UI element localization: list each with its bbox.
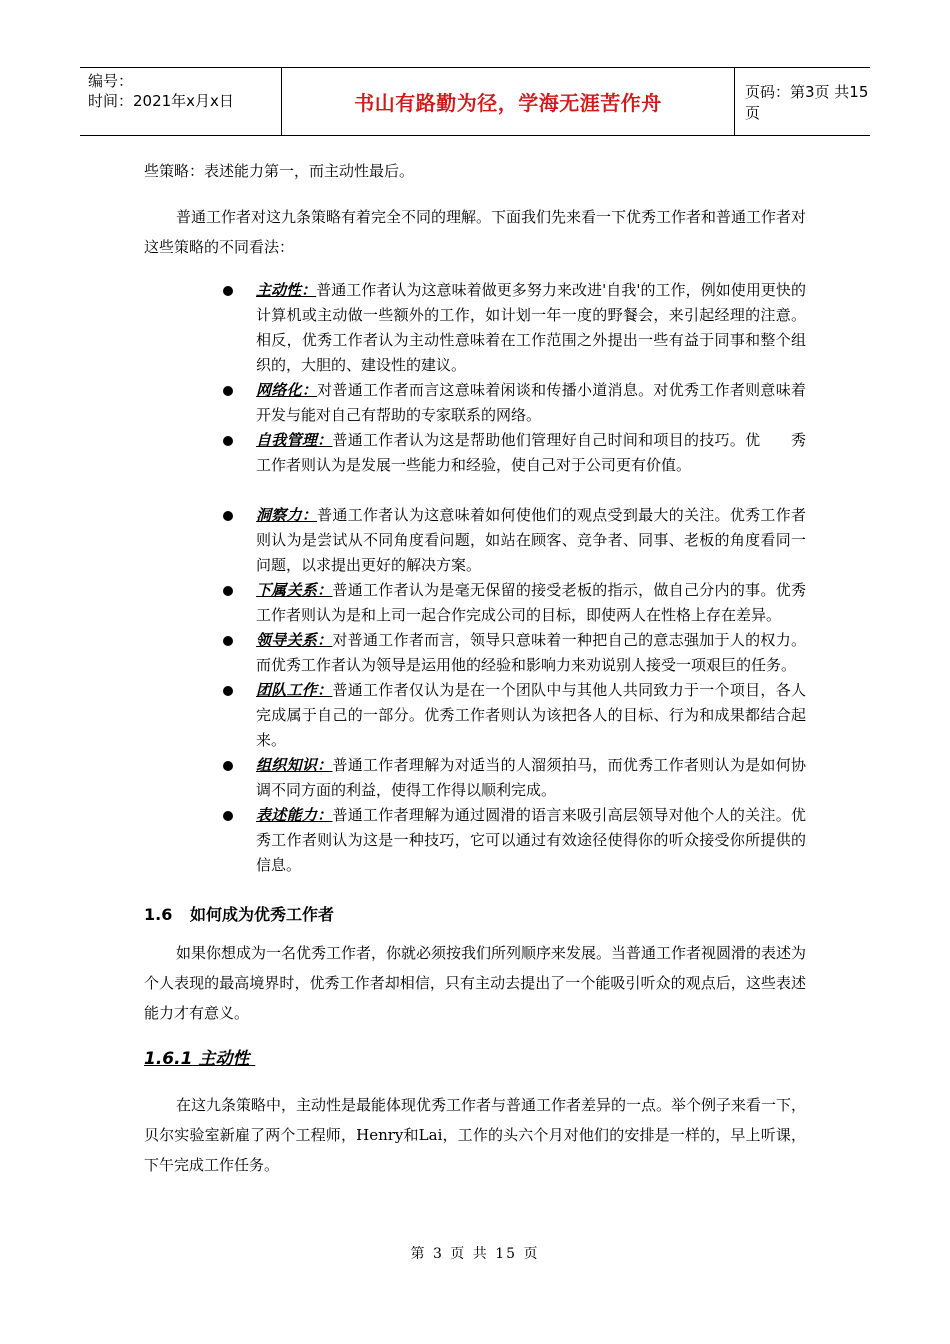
paragraph-4: 在这九条策略中，主动性是最能体现优秀工作者与普通工作者差异的一点。举个例子来看一下，贝尔实验室新雇了两个工程师，Henry和Lai，工作的头六个月对他们的安排是一样的，早上听课，下午完成工作任务。	[144, 1096, 807, 1174]
header-motto: 书山有路勤为径，学海无涯苦作舟	[282, 68, 735, 135]
list-item-text: 普通工作者认为这意味着做更多努力来改进'自我'的工作，例如使用更快的计算机或主动做一些额外的工作，如计划一年一度的野餐会，来引起经理的注意。相反，优秀工作者认为主动性意味着在工作范围之外提出一些有益于同事和整个组织的，大胆的、建设性的建议。	[256, 281, 806, 374]
document-body	[144, 156, 806, 1180]
list-item-text: 普通工作者理解为通过圆滑的语言来吸引高层领导对他个人的关注。优秀工作者则认为这是一种技巧，它可以通过有效途径使得你的听众接受你所提供的信息。	[256, 806, 806, 874]
bullet-icon	[223, 686, 233, 696]
paragraph-3: 如果你想成为一名优秀工作者，你就必须按我们所列顺序来发展。当普通工作者视圆滑的表述为个人表现的最高境界时，优秀工作者却相信，只有主动去提出了一个能吸引听众的观点后，这些表述能力才有意义。	[144, 944, 807, 1022]
header-meta	[80, 68, 282, 135]
list-item-term: 团队工作：	[256, 681, 333, 699]
list-item-text: 普通工作者认为这是帮助他们管理好自己时间和项目的技巧。优 秀工作者则认为是发展一些能力和经验，使自己对于公司更有价值。	[256, 431, 806, 474]
list-item-term: 下属关系：	[256, 581, 333, 599]
list-item-term: 自我管理：	[256, 431, 333, 449]
bullet-icon	[223, 586, 233, 596]
paragraph-2: 普通工作者对这九条策略有着完全不同的理解。下面我们先来看一下优秀工作者和普通工作者对这些策略的不同看法：	[144, 208, 807, 256]
list-item-text: 普通工作者理解为对适当的人溜须拍马，而优秀工作者则认为是如何协调不同方面的利益，使得工作得以顺利完成。	[256, 756, 806, 799]
list-item	[256, 503, 806, 578]
list-item	[256, 803, 806, 878]
subsection-title: 主动性	[198, 1049, 250, 1069]
bullet-icon	[223, 636, 233, 646]
list-item-text: 普通工作者仅认为是在一个团队中与其他人共同致力于一个项目，各人完成属于自己的一部分。优秀工作者则认为该把各人的目标、行为和成果都结合起来。	[256, 681, 806, 749]
list-item-term: 领导关系：	[256, 631, 333, 649]
page-header	[80, 67, 870, 136]
bullet-icon	[223, 811, 233, 821]
list-item	[256, 628, 806, 678]
section-heading	[144, 900, 806, 930]
subsection-number: 1.6.1	[144, 1049, 193, 1069]
bullet-icon	[223, 436, 233, 446]
time-label: 时间：2021年x月x日	[88, 92, 234, 110]
page-footer: 第 3 页 共 15 页	[410, 1246, 540, 1262]
list-item	[256, 278, 806, 378]
list-item-term: 网络化：	[256, 381, 318, 399]
list-item-term: 洞察力：	[256, 506, 318, 524]
section-number: 1.6	[144, 905, 173, 924]
bullet-icon	[223, 286, 233, 296]
header-page-info: 页码：第3页 共15页	[745, 82, 869, 122]
list-item	[256, 578, 806, 628]
list-item	[256, 378, 806, 428]
serial-label: 编号：	[88, 72, 134, 90]
list-item-term: 表述能力：	[256, 806, 333, 824]
subsection-heading	[144, 1044, 806, 1074]
paragraph-1: 些策略：表述能力第一，而主动性最后。	[144, 162, 415, 180]
list-item	[256, 753, 806, 803]
list-item-text: 对普通工作者而言，领导只意味着一种把自己的意志强加于人的权力。而优秀工作者认为领导是运用他的经验和影响力来劝说别人接受一项艰巨的任务。	[256, 631, 806, 674]
bullet-icon	[223, 511, 233, 521]
bullet-icon	[223, 386, 233, 396]
list-item-text: 普通工作者认为是毫无保留的接受老板的指示，做自己分内的事。优秀工作者则认为是和上司一起合作完成公司的目标，即使两人在性格上存在差异。	[256, 581, 806, 624]
strategy-list	[144, 278, 806, 878]
list-item-term: 组织知识：	[256, 756, 333, 774]
list-item	[256, 428, 806, 478]
list-item-text: 普通工作者认为这意味着如何使他们的观点受到最大的关注。优秀工作者则认为是尝试从不同角度看问题，如站在顾客、竞争者、同事、老板的角度看同一问题，以求提出更好的解决方案。	[256, 506, 806, 574]
bullet-icon	[223, 761, 233, 771]
list-item-text: 对普通工作者而言这意味着闲谈和传播小道消息。对优秀工作者则意味着开发与能对自己有帮助的专家联系的网络。	[256, 381, 806, 424]
list-item-term: 主动性：	[256, 281, 317, 299]
list-item	[256, 678, 806, 753]
section-title: 如何成为优秀工作者	[190, 905, 335, 924]
